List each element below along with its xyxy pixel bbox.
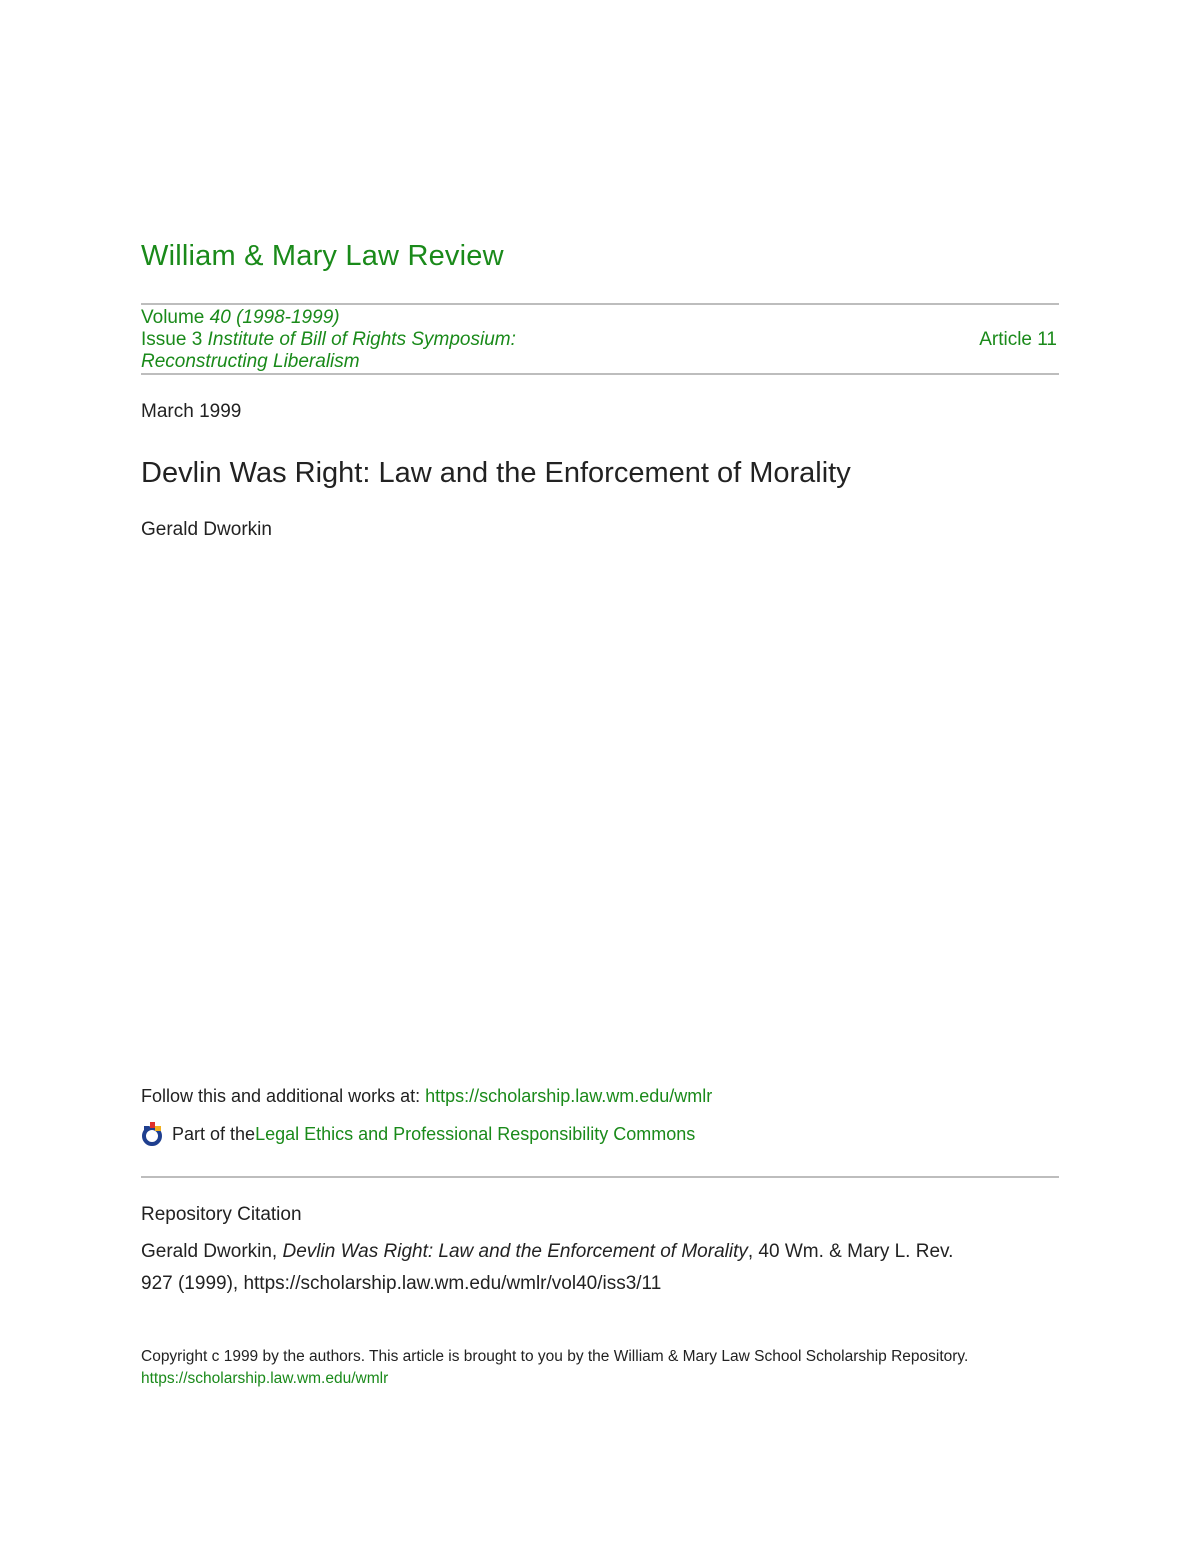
follow-link[interactable]: https://scholarship.law.wm.edu/wmlr: [425, 1086, 713, 1106]
copyright-block: [141, 1346, 1021, 1390]
article-number[interactable]: Article 11: [979, 329, 1057, 350]
publication-date: March 1999: [141, 401, 242, 422]
citation-title: Devlin Was Right: Law and the Enforcement of Morality: [282, 1241, 748, 1262]
citation-body: [141, 1236, 1059, 1300]
issue-line[interactable]: [141, 329, 516, 351]
commons-link[interactable]: Legal Ethics and Professional Responsibility Commons: [255, 1123, 696, 1144]
citation-line2: 927 (1999), https://scholarship.law.wm.edu/wmlr/vol40/iss3/11: [141, 1273, 662, 1294]
follow-line: [141, 1086, 712, 1107]
issue-label: Issue 3: [141, 329, 203, 350]
volume-label: Volume: [141, 307, 205, 328]
citation-author: Gerald Dworkin,: [141, 1241, 283, 1262]
citation-heading: Repository Citation: [141, 1204, 302, 1225]
middle-divider: [141, 373, 1059, 375]
citation-line1: [141, 1236, 1059, 1268]
journal-title[interactable]: William & Mary Law Review: [141, 240, 504, 272]
article-author: Gerald Dworkin: [141, 519, 272, 540]
volume-number: 40 (1998-1999): [209, 307, 340, 328]
issue-title-line1: Institute of Bill of Rights Symposium:: [207, 329, 516, 350]
follow-text: Follow this and additional works at:: [141, 1086, 426, 1106]
copyright-text: Copyright c 1999 by the authors. This article is brought to you by the William & Mary Law School Scholarship Repository.: [141, 1348, 969, 1365]
bepress-commons-icon: [141, 1120, 167, 1148]
part-of-line: [141, 1120, 695, 1148]
volume-issue-block: [141, 307, 516, 373]
volume-line[interactable]: [141, 307, 516, 329]
repository-link[interactable]: https://scholarship.law.wm.edu/wmlr: [141, 1370, 389, 1387]
issue-title-line2[interactable]: Reconstructing Liberalism: [141, 351, 360, 372]
top-divider: [141, 303, 1059, 305]
citation-rest-1: , 40 Wm. & Mary L. Rev.: [747, 1241, 954, 1262]
article-title: Devlin Was Right: Law and the Enforcement of Morality: [141, 457, 851, 489]
lower-divider: [141, 1176, 1059, 1178]
part-of-text: Part of the: [172, 1123, 256, 1144]
